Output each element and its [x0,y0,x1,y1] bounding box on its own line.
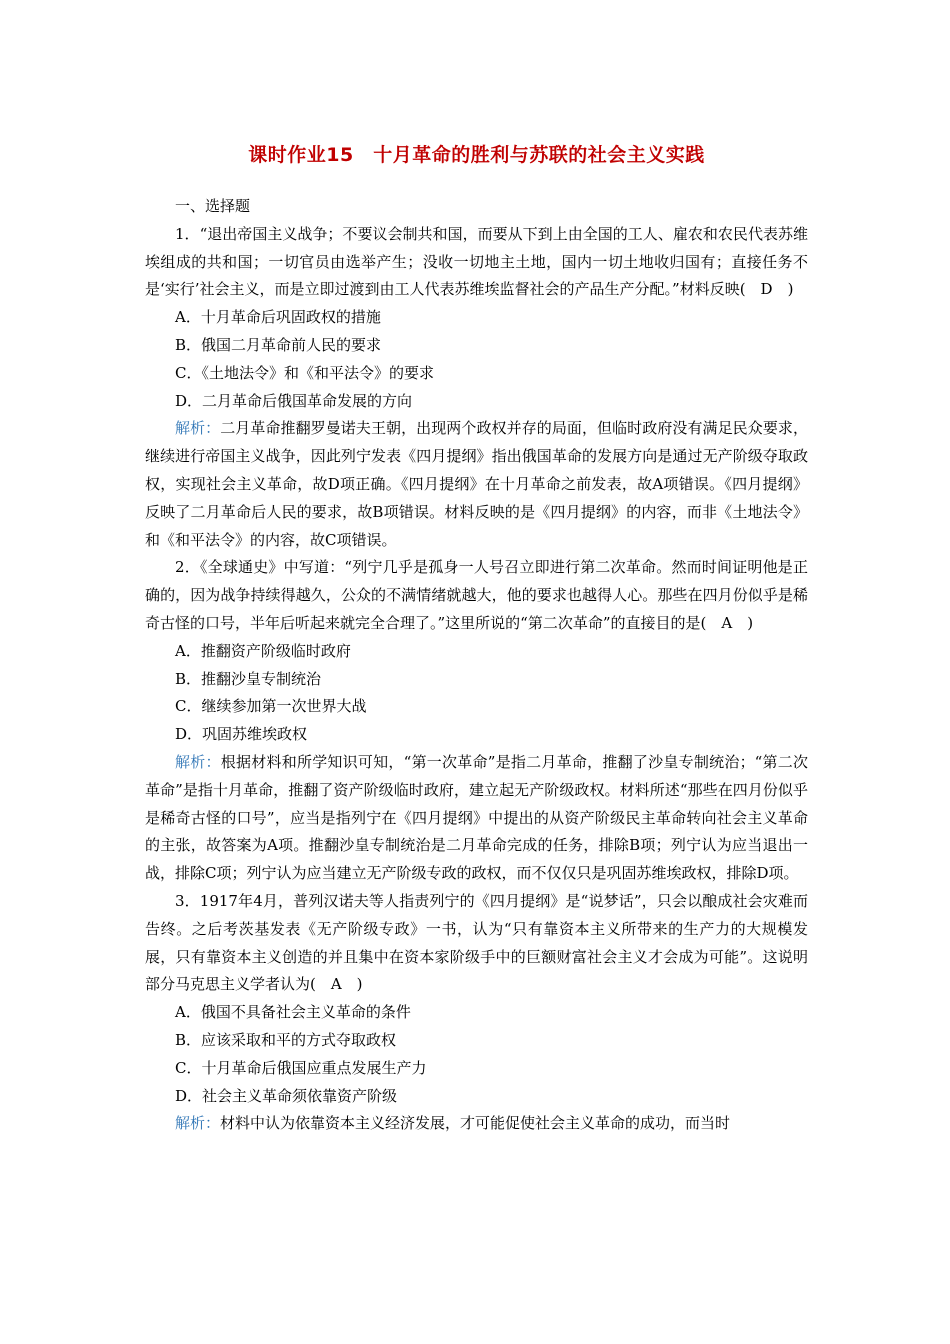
analysis [145,1110,808,1138]
option-b: B．俄国二月革命前人民的要求 [175,335,382,354]
analysis-text: 材料中认为依靠资本主义经济发展，才可能促使社会主义革命的成功，而当时 [220,1114,731,1133]
document-page [145,140,808,1138]
option-c: C．十月革命后俄国应重点发展生产力 [175,1058,427,1077]
option-d: D．巩固苏维埃政权 [175,725,308,744]
analysis-label: 解析： [175,1114,221,1133]
analysis [145,415,808,554]
question-stem: 3．1917年4月，普列汉诺夫等人指责列宁的《四月提纲》是“说梦话”，只会以酿成社会灾难而告终。之后考茨基发表《无产阶级专政》一书，认为“只有靠资本主义所带来的生产力的大规模发展，只有靠资本主义创造的并且集中在资本家阶级手中的巨额财富社会主义才会成为可能”。这说明部分马克思主义学者认为( A ) [145,891,808,994]
analysis [145,749,808,888]
option-a: A．俄国不具备社会主义革命的条件 [175,1003,411,1022]
question-stem: 2．《全球通史》中写道：“列宁几乎是孤身一人号召立即进行第二次革命。然而时间证明他是正确的，因为战争持续得越久，公众的不满情绪就越大，他的要求也越得人心。那些在四月份似乎是稀奇古怪的口号，半年后听起来就完全合理了。”这里所说的“第二次革命”的直接目的是( A ) [145,558,808,632]
option-c: C．继续参加第一次世界大战 [175,697,367,716]
analysis-label: 解析： [175,752,221,771]
question-stem: 1．“退出帝国主义战争；不要议会制共和国，而要从下到上由全国的工人、雇农和农民代表苏维埃组成的共和国；一切官员由选举产生；没收一切地主土地，国内一切土地收归国有；直接任务不是‘实行’社会主义，而是立即过渡到由工人代表苏维埃监督社会的产品生产分配。”材料反映( D ) [145,224,808,299]
option-d: D．社会主义革命须依靠资产阶级 [175,1086,398,1105]
question-3 [145,888,808,1138]
analysis-label: 解析： [175,419,221,438]
question-2 [145,554,808,888]
option-a: A．推翻资产阶级临时政府 [175,641,351,660]
option-d: D．二月革命后俄国革命发展的方向 [175,391,413,410]
analysis-text: 二月革命推翻罗曼诺夫王朝，出现两个政权并存的局面，但临时政府没有满足民众要求，继续进行帝国主义战争，因此列宁发表《四月提纲》指出俄国革命的发展方向是通过无产阶级夺取政权，实现社会主义革命，故D项正确。《四月提纲》在十月革命之前发表，故A项错误。《四月提纲》反映了二月革命后人民的要求，故B项错误。材料反映的是《四月提纲》的内容，而非《土地法令》和《和平法令》的内容，故C项错误。 [145,419,808,549]
page-title: 课时作业15 十月革命的胜利与苏联的社会主义实践 [248,144,705,166]
option-c: C．《土地法令》和《和平法令》的要求 [175,363,434,382]
option-b: B．推翻沙皇专制统治 [175,669,322,688]
option-b: B．应该采取和平的方式夺取政权 [175,1030,397,1049]
option-a: A．十月革命后巩固政权的措施 [175,308,381,327]
analysis-text: 根据材料和所学知识可知，“第一次革命”是指二月革命，推翻了沙皇专制统治；“第二次革命”是指十月革命，推翻了资产阶级临时政府，建立起无产阶级政权。材料所述“那些在四月份似乎是稀奇古怪的口号”，应当是指列宁在《四月提纲》中提出的从资产阶级民主革命转向社会主义革命的主张，故答案为A项。推翻沙皇专制统治是二月革命完成的任务，排除B项；列宁认为应当退出一战，排除C项；列宁认为应当建立无产阶级专政的政权，而不仅仅只是巩固苏维埃政权，排除D项。 [145,752,808,883]
question-1 [145,221,808,555]
section-heading: 一、选择题 [175,197,251,215]
